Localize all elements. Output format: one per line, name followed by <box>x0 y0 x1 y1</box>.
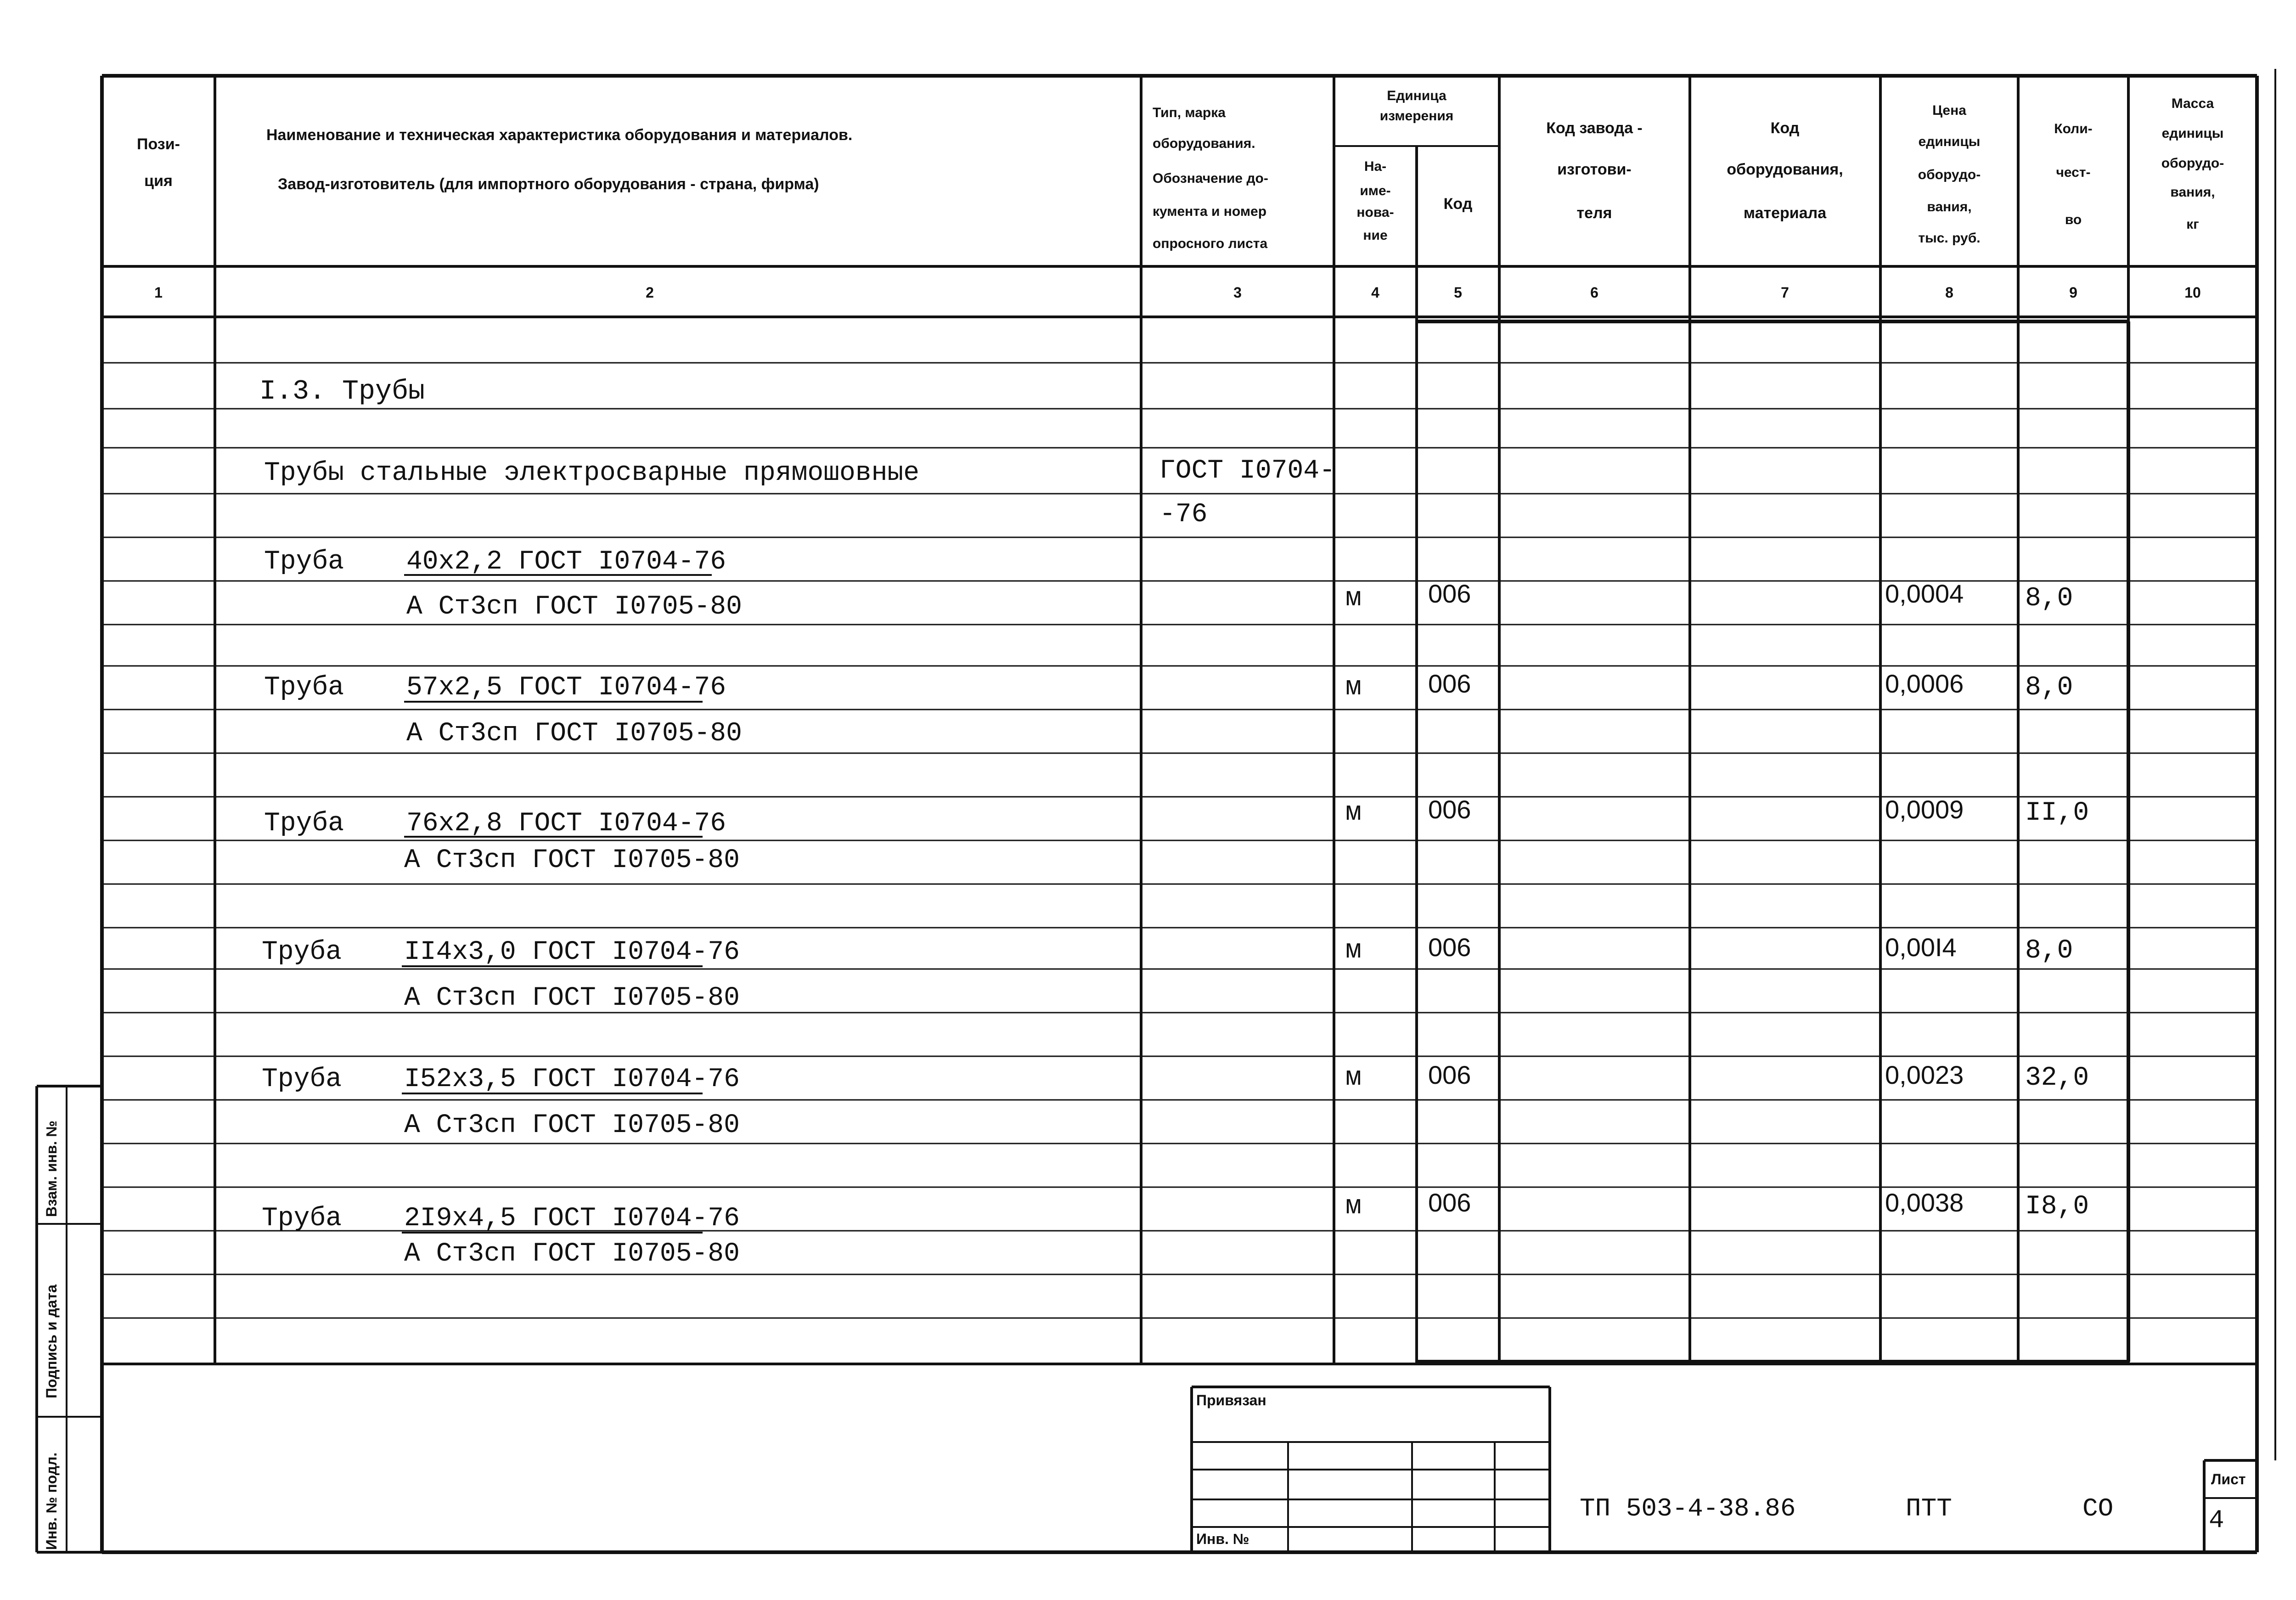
item-price: 0,0023 <box>1885 1060 1964 1089</box>
attached-label: Привязан <box>1196 1392 1266 1408</box>
header-col8-line3: оборудо- <box>1918 167 1981 182</box>
header-col1-line1: Пози- <box>137 135 180 153</box>
header-col6-line2: изготови- <box>1557 161 1632 178</box>
sheet-label: Лист <box>2211 1471 2246 1487</box>
item-spec: I52x3,5 ГОСТ I0704-76 <box>404 1065 740 1094</box>
item-material: А Ст3сп ГОСТ I0705-80 <box>406 719 742 749</box>
header-col8-line4: вания, <box>1927 199 1972 214</box>
item-name: Труба <box>262 1204 342 1234</box>
header-col4-line2: име- <box>1360 183 1391 198</box>
column-number: 5 <box>1454 284 1462 301</box>
item-name: Труба <box>264 547 344 577</box>
title-block <box>1192 1387 2257 1552</box>
item-code: 006 <box>1428 1060 1471 1089</box>
header-col8-line2: единицы <box>1918 134 1981 149</box>
group-doc-line1: ГОСТ I0704- <box>1159 456 1335 486</box>
header-col3-line3: Обозначение до- <box>1153 171 1268 186</box>
item-name: Труба <box>264 673 344 703</box>
item-qty: I8,0 <box>2025 1192 2089 1222</box>
item-spec: 40x2,2 ГОСТ I0704-76 <box>406 547 726 577</box>
stamp-inv-replace: Взам. инв. № <box>43 1121 60 1217</box>
header-col8-line5: тыс. руб. <box>1918 231 1981 246</box>
item-qty: II,0 <box>2025 798 2089 828</box>
header-col9-line1: Коли- <box>2054 121 2093 136</box>
header-col10-line4: вания, <box>2170 185 2215 200</box>
header-col4-line3: нова- <box>1356 205 1394 220</box>
side-stamp <box>37 1086 102 1552</box>
header-col6-line3: теля <box>1576 204 1612 222</box>
item-price: 0,0009 <box>1885 795 1964 824</box>
item-price: 0,0006 <box>1885 669 1964 698</box>
group-doc-line2: -76 <box>1159 500 1208 530</box>
header-col9-line2: чест- <box>2056 165 2091 180</box>
item-unit: м <box>1345 1192 1362 1222</box>
header-col10-line1: Масса <box>2171 96 2214 111</box>
item-qty: 8,0 <box>2025 673 2073 703</box>
item-spec: 57x2,5 ГОСТ I0704-76 <box>406 673 726 703</box>
item-price: 0,00I4 <box>1885 933 1957 962</box>
item-qty: 32,0 <box>2025 1063 2089 1093</box>
header-col9-line3: во <box>2065 212 2082 227</box>
item-unit: м <box>1345 936 1362 966</box>
item-1 <box>264 547 2073 622</box>
header-col10-line2: единицы <box>2161 126 2224 141</box>
column-number: 6 <box>1590 284 1598 301</box>
item-code: 006 <box>1428 579 1471 608</box>
section-title: I.3. Трубы <box>259 376 425 407</box>
item-unit: м <box>1345 673 1362 703</box>
item-name: Труба <box>264 809 344 839</box>
item-code: 006 <box>1428 1188 1471 1217</box>
item-material: А Ст3сп ГОСТ I0705-80 <box>406 592 742 622</box>
sheet-code: СО <box>2082 1494 2114 1523</box>
item-price: 0,0038 <box>1885 1188 1964 1217</box>
sheet-number: 4 <box>2209 1505 2224 1535</box>
item-material: А Ст3сп ГОСТ I0705-80 <box>404 983 740 1013</box>
column-number: 10 <box>2184 284 2201 301</box>
item-code: 006 <box>1428 795 1471 824</box>
header-col8-line1: Цена <box>1932 103 1966 118</box>
header-col7-line2: оборудования, <box>1727 161 1843 178</box>
header-col4-line4: ние <box>1363 228 1388 243</box>
item-price: 0,0004 <box>1885 579 1964 608</box>
header-col5: Код <box>1443 195 1473 213</box>
column-number: 1 <box>154 284 163 301</box>
header-col3-line4: кумента и номер <box>1153 204 1267 219</box>
header-col7-line3: материала <box>1743 204 1827 222</box>
column-numbers <box>154 284 2201 301</box>
header-col4-line1: На- <box>1364 159 1387 174</box>
item-code: 006 <box>1428 933 1471 962</box>
inv-no-label: Инв. № <box>1196 1531 1249 1547</box>
header-col10-line5: кг <box>2186 217 2199 232</box>
column-number: 2 <box>646 284 654 301</box>
item-material: А Ст3сп ГОСТ I0705-80 <box>404 1239 740 1269</box>
item-6 <box>262 1188 2089 1269</box>
item-4 <box>262 933 2073 1013</box>
item-3 <box>264 795 2089 875</box>
item-material: А Ст3сп ГОСТ I0705-80 <box>404 845 740 875</box>
header-col3-line1: Тип, марка <box>1153 105 1226 120</box>
item-spec: 76x2,8 ГОСТ I0704-76 <box>406 809 726 839</box>
document-mark: ПТТ <box>1906 1494 1952 1523</box>
header-col7-line1: Код <box>1770 119 1800 137</box>
column-number: 7 <box>1781 284 1789 301</box>
item-spec: II4x3,0 ГОСТ I0704-76 <box>404 937 740 967</box>
item-qty: 8,0 <box>2025 584 2073 614</box>
item-unit: м <box>1345 1063 1362 1093</box>
column-number: 4 <box>1371 284 1379 301</box>
header-unit-group-line1: Единица <box>1387 88 1446 103</box>
stamp-inv-orig: Инв. № подл. <box>43 1452 60 1550</box>
header-col6-line1: Код завода - <box>1546 119 1643 137</box>
header-col3-line2: оборудования. <box>1153 136 1255 151</box>
item-material: А Ст3сп ГОСТ I0705-80 <box>404 1110 740 1140</box>
stamp-sign-date: Подпись и дата <box>43 1285 60 1398</box>
header-col2-line2: Завод-изготовитель (для импортного оборудования - страна, фирма) <box>278 175 819 193</box>
column-number: 3 <box>1233 284 1242 301</box>
table-header <box>137 88 2224 251</box>
header-unit-group-line2: измерения <box>1379 108 1454 124</box>
column-number: 9 <box>2069 284 2077 301</box>
group-name: Трубы стальные электросварные прямошовные <box>264 458 920 488</box>
item-code: 006 <box>1428 669 1471 698</box>
item-spec: 2I9x4,5 ГОСТ I0704-76 <box>404 1204 740 1234</box>
item-qty: 8,0 <box>2025 936 2073 966</box>
column-number: 8 <box>1945 284 1953 301</box>
header-col3-line5: опросного листа <box>1153 236 1268 251</box>
item-unit: м <box>1345 798 1362 828</box>
header-col2-line1: Наименование и техническая характеристика оборудования и материалов. <box>266 126 853 144</box>
header-col1-line2: ция <box>144 172 173 190</box>
item-name: Труба <box>262 1065 342 1094</box>
header-col10-line3: оборудо- <box>2161 156 2224 171</box>
document-code: ТП 503-4-38.86 <box>1580 1494 1796 1523</box>
item-unit: м <box>1345 584 1362 614</box>
item-name: Труба <box>262 937 342 967</box>
